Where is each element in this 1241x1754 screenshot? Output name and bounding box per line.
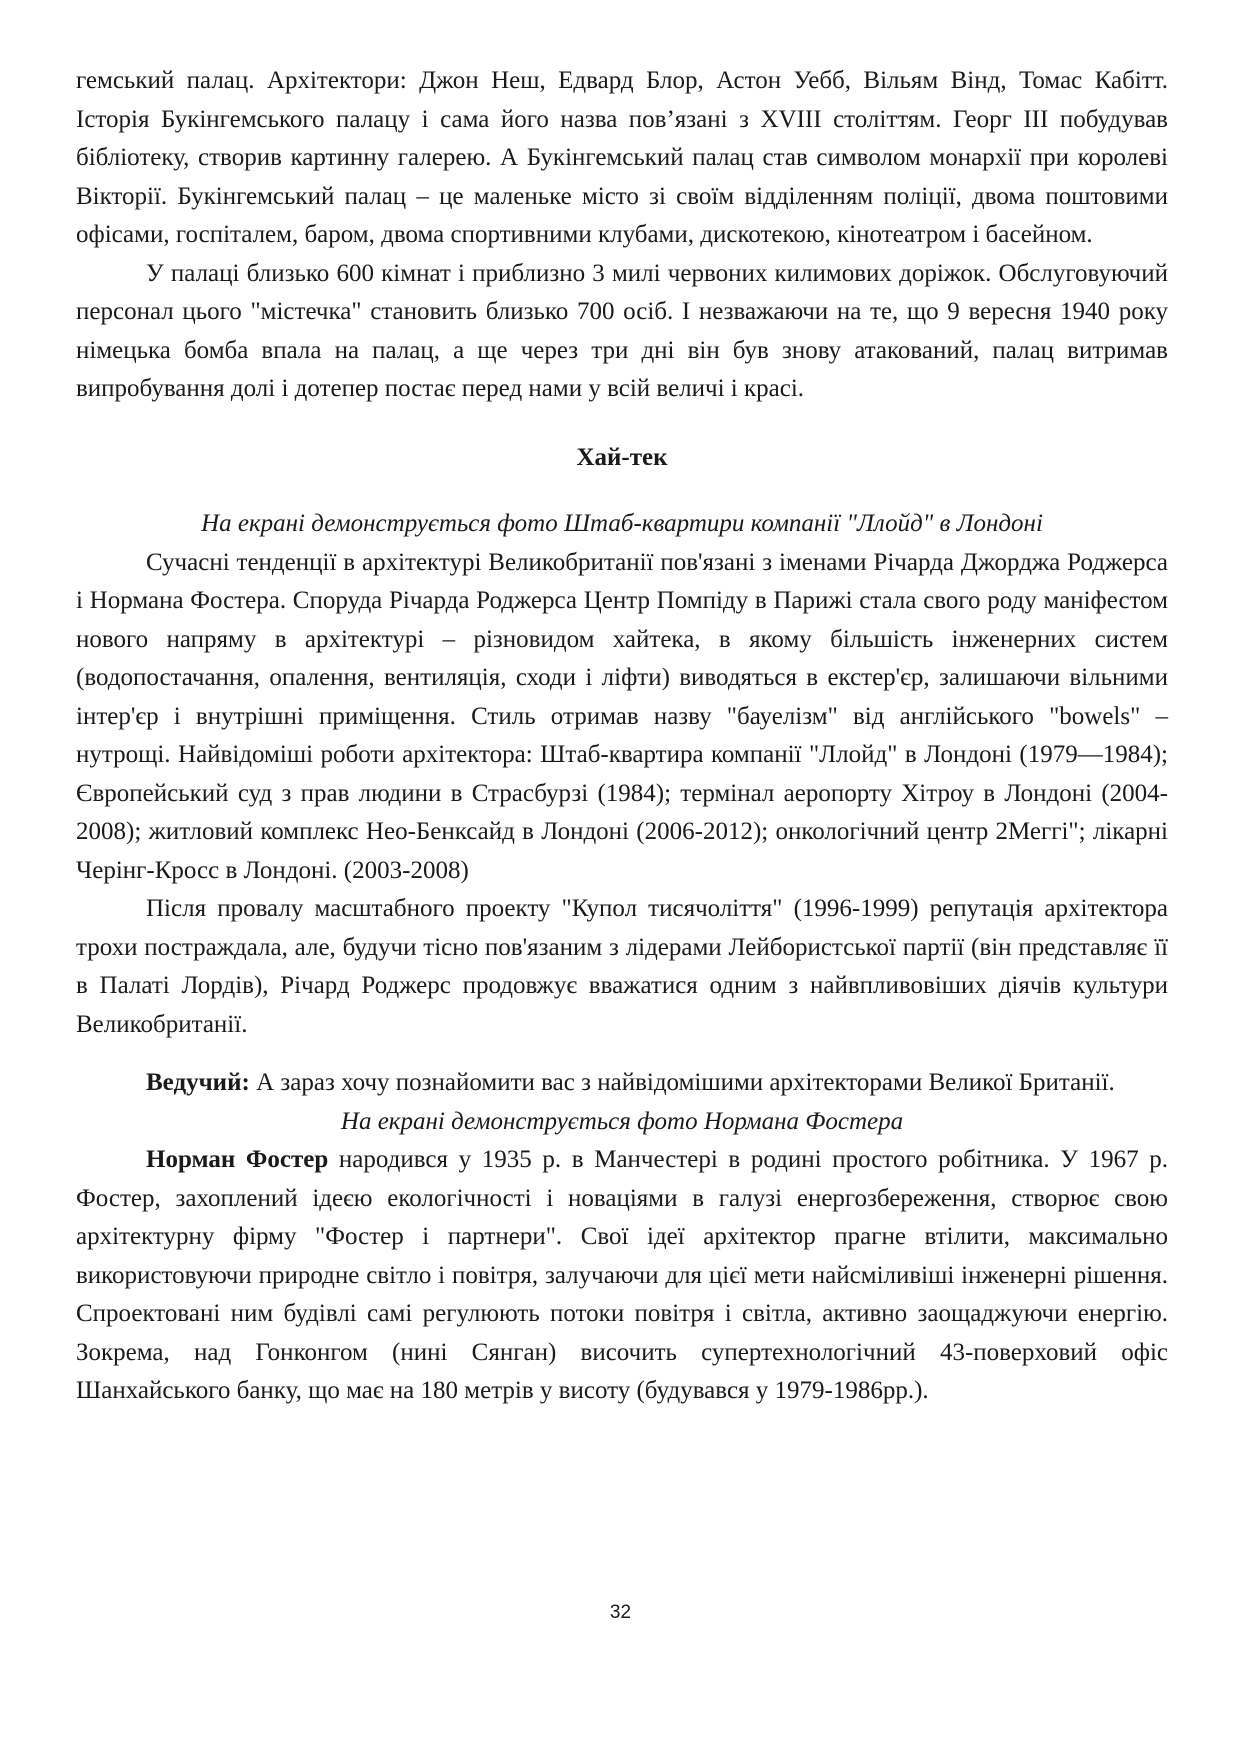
host-text: А зараз хочу познайомити вас з найвідомішими архітекторами Великої Британії. [249, 1069, 1115, 1096]
paragraph-foster-bio [76, 1141, 1168, 1411]
foster-text: народився у 1935 р. в Манчестері в родині простого робітника. У 1967 р. Фостер, захоплений ідеєю екологічності і новаціями в галузі енергозбереження, створює свою архітектурну фірму "Фостер і партнери". Свої ідеї архітектор прагне втілити, максимально використовуючи природне світло і повітря, залучаючи для цієї мети найсміливіші інженерні рішення. Спроектовані ним будівлі самі регулюють потоки повітря і світла, активно заощаджуючи енергію. Зокрема, над Гонконгом (нині Сянган) височить супертехнологічний 43-поверховий офіс Шанхайського банку, що має на 180 метрів у висоту (будувався у 1979-1986рр.). [76, 1146, 1168, 1404]
page-number: 32 [609, 1602, 632, 1623]
section-heading: Хай-тек [576, 443, 668, 471]
screen-caption-foster: На екрані демонструється фото Нормана Фостера [340, 1107, 904, 1135]
paragraph-buckingham-history: гемський палац. Архітектори: Джон Неш, Едвард Блор, Астон Уебб, Вільям Вінд, Томас Кабітт. Історія Букінгемського палацу і сама його назва пов’язані з XVIII століттям. Георг III побудував бібліотеку, створив картинну галерею. А Букінгемський палац став символом монархії при королеві Вікторії. Букінгемський палац – це маленьке місто зі своїм відділенням поліції, двома поштовими офісами, госпіталем, баром, двома спортивними клубами, дискотекою, кінотеатром і басейном. [76, 67, 1168, 248]
paragraph-host-intro [76, 1064, 1168, 1103]
paragraph-buckingham-rooms: У палаці близько 600 кімнат і приблизно 3 милі червоних килимових доріжок. Обслуговуючий персонал цього "містечка" становить близько 700 осіб. І незважаючи на те, що 9 вересня 1940 року німецька бомба впала на палац, а ще через три дні він був знову атакований, палац витримав випробування долі і дотепер постає перед нами у всій величі і красі. [76, 259, 1168, 402]
foster-name: Норман Фостер [146, 1146, 329, 1173]
paragraph-rogers-works: Сучасні тенденції в архітектурі Великобританії пов'язані з іменами Річарда Джорджа Роджерса і Нормана Фостера. Споруда Річарда Роджерса Центр Помпіду в Парижі стала свого роду маніфестом нового напряму в архітектурі – різновидом хайтека, в якому більшість інженерних систем (водопостачання, опалення, вентиляція, сходи і ліфти) виводяться в екстер'єр, залишаючи вільними інтер'єр і внутрішні приміщення. Стиль отримав назву "бауелізм" від англійського "bowels" – нутрощі. Найвідоміші роботи архітектора: Штаб-квартира компанії "Ллойд" в Лондоні (1979—1984); Європейський суд з прав людини в Страсбурзі (1984); термінал аеропорту Хітроу в Лондоні (2004-2008); житловий комплекс Нео-Бенксайд в Лондоні (2006-2012); онкологічний центр 2Меггі"; лікарні Черінг-Кросс в Лондоні. (2003-2008) [76, 548, 1168, 884]
document-page [76, 62, 1168, 1411]
host-label: Ведучий: [146, 1069, 250, 1096]
paragraph-rogers-reputation: Після провалу масштабного проекту "Купол тисячоліття" (1996-1999) репутація архітектора трохи постраждала, але, будучи тісно пов'язаним з лідерами Лейбористської партії (він представляє її в Палаті Лордів), Річард Роджерс продовжує вважатися одним з найвпливовіших діячів культури Великобританії. [76, 895, 1168, 1038]
screen-caption-lloyds: На екрані демонструється фото Штаб-квартири компанії "Ллойд" в Лондоні [201, 510, 1043, 537]
